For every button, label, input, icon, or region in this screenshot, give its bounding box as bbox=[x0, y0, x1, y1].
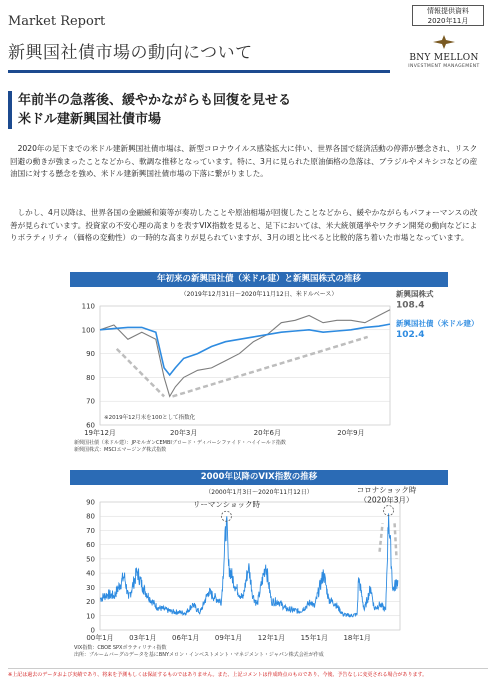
chart1-ytick-label: 90 bbox=[86, 350, 95, 359]
report-type-label: Market Report bbox=[8, 14, 106, 29]
headline-line2: 米ドル建新興国社債市場 bbox=[18, 112, 162, 127]
chart2-xtick-label: 12年1月 bbox=[257, 634, 286, 642]
page-title: 新興国社債市場の動向について bbox=[8, 43, 253, 63]
body-paragraph-2 bbox=[10, 207, 484, 245]
company-logo bbox=[400, 34, 488, 69]
chart2-xtick-label: 09年1月 bbox=[214, 634, 243, 642]
headline-line1: 年前半の急落後、緩やかながらも回復を見せる bbox=[18, 93, 292, 108]
chart2-title: 2000年以降のVIX指数の推移 bbox=[70, 470, 448, 485]
chart1-equity-value: 108.4 bbox=[396, 300, 425, 311]
chart1-equity-name: 新興国株式 bbox=[396, 289, 434, 299]
chart2-note-1: VIX指数：CBOE SPXボラティリティ指数 bbox=[74, 645, 167, 651]
chart1-index-note: ※2019年12月末を100として指数化 bbox=[104, 415, 196, 421]
chart2-ytick-label: 50 bbox=[86, 555, 95, 564]
chart2-ytick-label: 40 bbox=[86, 569, 95, 578]
chart2-xtick-label: 00年1月 bbox=[86, 634, 114, 642]
logo-mark-icon bbox=[433, 35, 455, 49]
chart2-lehman-label: リーマンショック時 bbox=[192, 500, 261, 510]
chart1-bond-value: 102.4 bbox=[396, 330, 425, 341]
headline bbox=[18, 91, 291, 129]
chart1-bond-name: 新興国社債（米ドル建） bbox=[396, 319, 479, 329]
chart1-ytick-label: 70 bbox=[86, 397, 95, 406]
chart2-ytick-label: 80 bbox=[86, 512, 95, 521]
chart1-header bbox=[70, 272, 448, 298]
chart2-note-2: 出所：ブルームバーグのデータを基にBNYメロン・インベストメント・マネジメント・ジャパン株式会社が作成 bbox=[74, 652, 324, 658]
chart1-ytick-label: 110 bbox=[81, 302, 95, 311]
chart1-ytick-label: 60 bbox=[86, 421, 95, 430]
badge-label: 情報提供資料 bbox=[427, 7, 469, 15]
chart2-ytick-label: 10 bbox=[86, 612, 95, 621]
chart1-xtick-label: 20年3月 bbox=[169, 429, 198, 437]
chart1-notes bbox=[74, 440, 286, 454]
chart2-ytick-label: 60 bbox=[86, 541, 95, 550]
chart1-ytick-label: 80 bbox=[86, 373, 95, 382]
chart1-note-1: 新興国社債（米ドル建）：JPモルガンCEMBIブロード・ディバーシファイド・ハイイールド指数 bbox=[74, 440, 286, 446]
chart2-notes bbox=[74, 645, 324, 659]
chart1-frame bbox=[100, 306, 390, 425]
chart2-xtick-label: 03年1月 bbox=[129, 634, 157, 642]
chart2-corona-date: （2020年3月） bbox=[359, 495, 414, 505]
chart2-ytick-label: 90 bbox=[86, 498, 95, 507]
chart1-title: 年初来の新興国社債（米ドル建）と新興国株式の推移 bbox=[70, 272, 448, 287]
chart1-ytick-label: 100 bbox=[81, 326, 95, 335]
chart1-note-2: 新興国株式：MSCIエマージング株式指数 bbox=[74, 447, 167, 453]
chart2-xtick-label: 15年1月 bbox=[300, 634, 328, 642]
chart1-subtitle: （2019年12月31日～2020年11月12日、米ドルベース） bbox=[180, 291, 338, 298]
chart2-xtick-label: 18年1月 bbox=[343, 634, 371, 642]
footer-disclaimer: ※上記は過去のデータおよび実績であり、将来を予測もしくは保証するものではありません。また、上記コメントは作成時点のものであり、今後、予告なしに変更される場合があります。 bbox=[8, 668, 488, 678]
chart2-xtick-label: 06年1月 bbox=[172, 634, 200, 642]
paragraph-text: しかし、4月以降は、世界各国の金融緩和策等が奏功したことや原油相場が回復したことなどから、緩やかながらもパフォーマンスの改善が見られています。投資家の不安心理の高まりを表すVIX指数を見ると、足下においては、米大統領選挙やワクチン開発の動向などによりボラティリティ（価格の変動性）の一時的な高まりが見られていますが、3月の頃と比べると比較的落ち着いた市場となっています。 bbox=[10, 208, 478, 242]
chart2-ytick-label: 20 bbox=[86, 598, 95, 607]
paragraph-text: 2020年の足下までの米ドル建新興国社債市場は、新型コロナウイルス感染拡大に伴い、世界各国で経済活動の停滞が懸念され、リスク回避の動きが強まったことなどから、軟調な推移となっています。特に、3月に見られた原油価格の急落は、ブラジルやメキシコなどの産油国に対する懸念を強め、米ドル建新興国社債市場の下落に繋がりました。 bbox=[10, 144, 478, 178]
chart2-ytick-label: 0 bbox=[90, 626, 95, 635]
chart1-xtick-label: 20年9月 bbox=[337, 429, 365, 437]
chart2-subtitle: （2000年1月3日～2020年11月12日） bbox=[205, 489, 313, 496]
chart1-xtick-label: 20年6月 bbox=[253, 429, 281, 437]
logo-subtitle: INVESTMENT MANAGEMENT bbox=[408, 64, 480, 69]
chart2-frame bbox=[100, 502, 400, 630]
headline-accent bbox=[8, 91, 12, 129]
body-paragraph-1 bbox=[10, 143, 484, 181]
logo-name: BNY MELLON bbox=[409, 53, 479, 63]
chart2-corona-label: コロナショック時 bbox=[356, 485, 417, 495]
info-badge bbox=[412, 5, 484, 26]
chart2-ytick-label: 70 bbox=[86, 526, 95, 535]
chart2-ytick-label: 30 bbox=[86, 583, 95, 592]
title-divider bbox=[8, 70, 390, 73]
chart1-xtick-label: 19年12月 bbox=[84, 429, 116, 437]
badge-date: 2020年11月 bbox=[427, 17, 469, 25]
